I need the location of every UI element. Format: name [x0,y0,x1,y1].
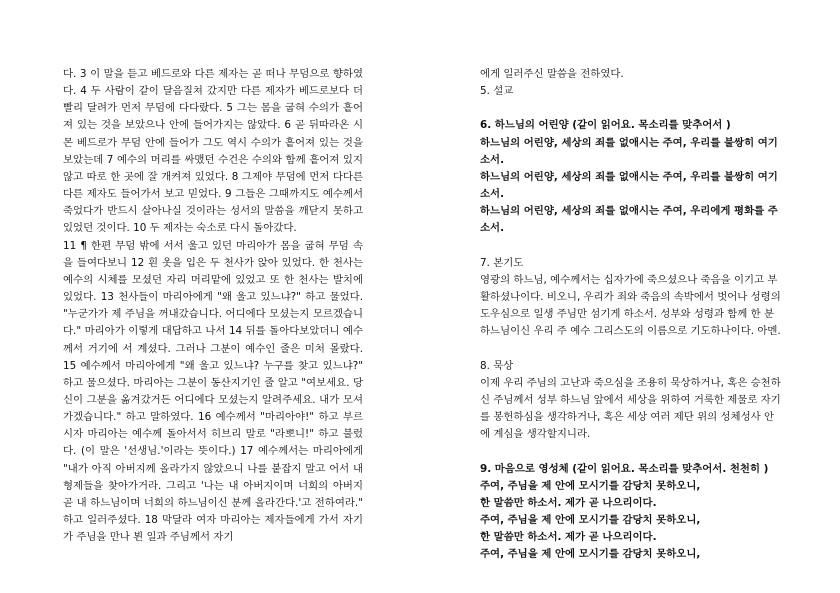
spiritual-communion-line: 한 말씀만 하소서. 제가 곧 나으리이다. [480,496,657,509]
spiritual-communion-section [480,461,782,564]
section-gap [480,340,782,357]
section-gap [480,238,782,255]
left-column [63,66,363,546]
spiritual-communion-line: 주여, 주님을 제 안에 모시기를 감당치 못하오니, [480,479,701,492]
agnus-dei-line: 하느님의 어린양, 세상의 죄를 없애시는 주여, 우리를 불쌍히 여기소서. [480,170,778,201]
scripture-passage-2: 11 ¶ 한편 무덤 밖에 서서 울고 있던 마리아가 몸을 굽혀 무덤 속을 들여다보니 12 흰 옷을 입은 두 천사가 앉아 있었다. 한 천사는 예수의 시체를 모셨던 자리 머리맡에 있었고 또 한 천사는 발치에 있었다. 13 천사들이 마리아에게 "왜 울고 있느냐?" 하고 물었다. "누군가가 제 주님을 꺼내갔습니다. 어디에다 모셨는지 모르겠습니다." 마리아가 이렇게 대답하고 나서 14 뒤를 돌아다보았더니 예수께서 거기에 서 계셨다. 그러나 그분이 예수인 줄은 미처 몰랐다. 15 예수께서 마리아에게 "왜 울고 있느냐? 누구를 찾고 있느냐?" 하고 물으셨다. 마리아는 그분이 동산지기인 줄 알고 "여보세요. 당신이 그분을 옮겨갔거든 어디에다 모셨는지 알려주세요. 내가 모셔 가겠습니다." 하고 말하였다. 16 예수께서 "마리아야!" 하고 부르시자 마리아는 예수께 돌아서서 히브리 말로 "라뽀니!" 하고 불렀다. (이 말은 '선생님.'이라는 뜻이다.) 17 예수께서는 마리아에게 "내가 아직 아버지께 올라가지 않았으니 나를 붙잡지 말고 어서 내 형제들을 찾아가거라. 그리고 '나는 내 아버지이며 너희의 아버지 곧 내 하느님이며 너희의 하느님이신 분께 올라간다.'고 전하여라." 하고 일러주셨다. 18 막달라 여자 마리아는 제자들에게 가서 자기가 주님을 만나 뵌 일과 주님께서 자기 [63,239,363,544]
spiritual-communion-line: 주여, 주님을 제 안에 모시기를 감당치 못하오니, [480,514,701,526]
spiritual-communion-line: 한 말씀만 하소서. 제가 곧 나으리이다. [480,531,657,544]
meditation-text: 이제 우리 주님의 고난과 죽으심을 조용히 묵상하거나, 혹은 승천하신 주님께서 성부 하느님 앞에서 세상을 위하여 거룩한 제물로 자기를 봉헌하심을 생각하거나, 혹은 세상 여러 제단 위의 성체성사 안에 계심을 생각할지니라. [480,376,781,441]
sermon-heading: 5. 설교 [480,85,514,98]
agnus-dei-line: 하느님의 어린양, 세상의 죄를 없애시는 주여, 우리를 불쌍히 여기소서. [480,136,778,166]
collect-section [480,255,782,341]
collect-heading: 7. 본기도 [480,256,524,269]
spiritual-communion-line: 주여, 주님을 제 안에 모시기를 감당치 못하오니, [480,548,701,561]
scripture-continuation: 에게 일러주신 말씀을 전하였다. [480,68,624,80]
meditation-section [480,358,782,444]
agnus-dei-heading: 6. 하느님의 어린양 (같이 읽어요. 목소리를 맞추어서 ) [480,119,731,132]
right-column [480,66,782,563]
section-gap [480,443,782,460]
meditation-heading: 8. 묵상 [480,359,514,372]
spiritual-communion-heading: 9. 마음으로 영성체 (같이 읽어요. 목소리를 맞추어서. 천천히 ) [480,462,769,475]
section-gap [480,100,782,117]
agnus-dei-line: 하느님의 어린양, 세상의 죄를 없애시는 주여, 우리에게 평화를 주소서. [480,205,778,235]
agnus-dei-section [480,117,782,237]
collect-text: 영광의 하느님, 예수께서는 십자가에 죽으셨으나 죽음을 이기고 부활하셨나이다. 비오니, 우리가 죄와 죽음의 속박에서 벗어나 성령의 도우심으로 일생 주님만 섬기게 하소서. 성부와 성령과 함께 한 분 하느님이신 우리 주 예수 그리스도의 이름으로 기도하나이다. 아멘. [480,273,781,338]
scripture-passage-1: 다. 3 이 말을 듣고 베드로와 다른 제자는 곧 떠나 무덤으로 향하였다. 4 두 사람이 같이 달음질쳐 갔지만 다른 제자가 베드로보다 더 빨리 달려가 먼저 무덤에 다다랐다. 5 그는 몸을 굽혀 수의가 흩어져 있는 것을 보았으나 안에 들어가지는 않았다. 6 곧 뒤따라온 시몬 베드로가 무덤 안에 들어가 그도 역시 수의가 흩어져 있는 것을 보았는데 7 예수의 머리를 싸맸던 수건은 수의와 함께 흩어져 있지 않고 따로 한 곳에 잘 개켜져 있었다. 8 그제야 무덤에 먼저 다다른 다른 제자도 들어가서 보고 믿었다. 9 그들은 그때까지도 예수께서 죽었다가 반드시 살아나실 것이라는 성서의 말씀을 깨닫지 못하고 있었던 것이다. 10 두 제자는 숙소로 다시 돌아갔다. [63,68,363,235]
